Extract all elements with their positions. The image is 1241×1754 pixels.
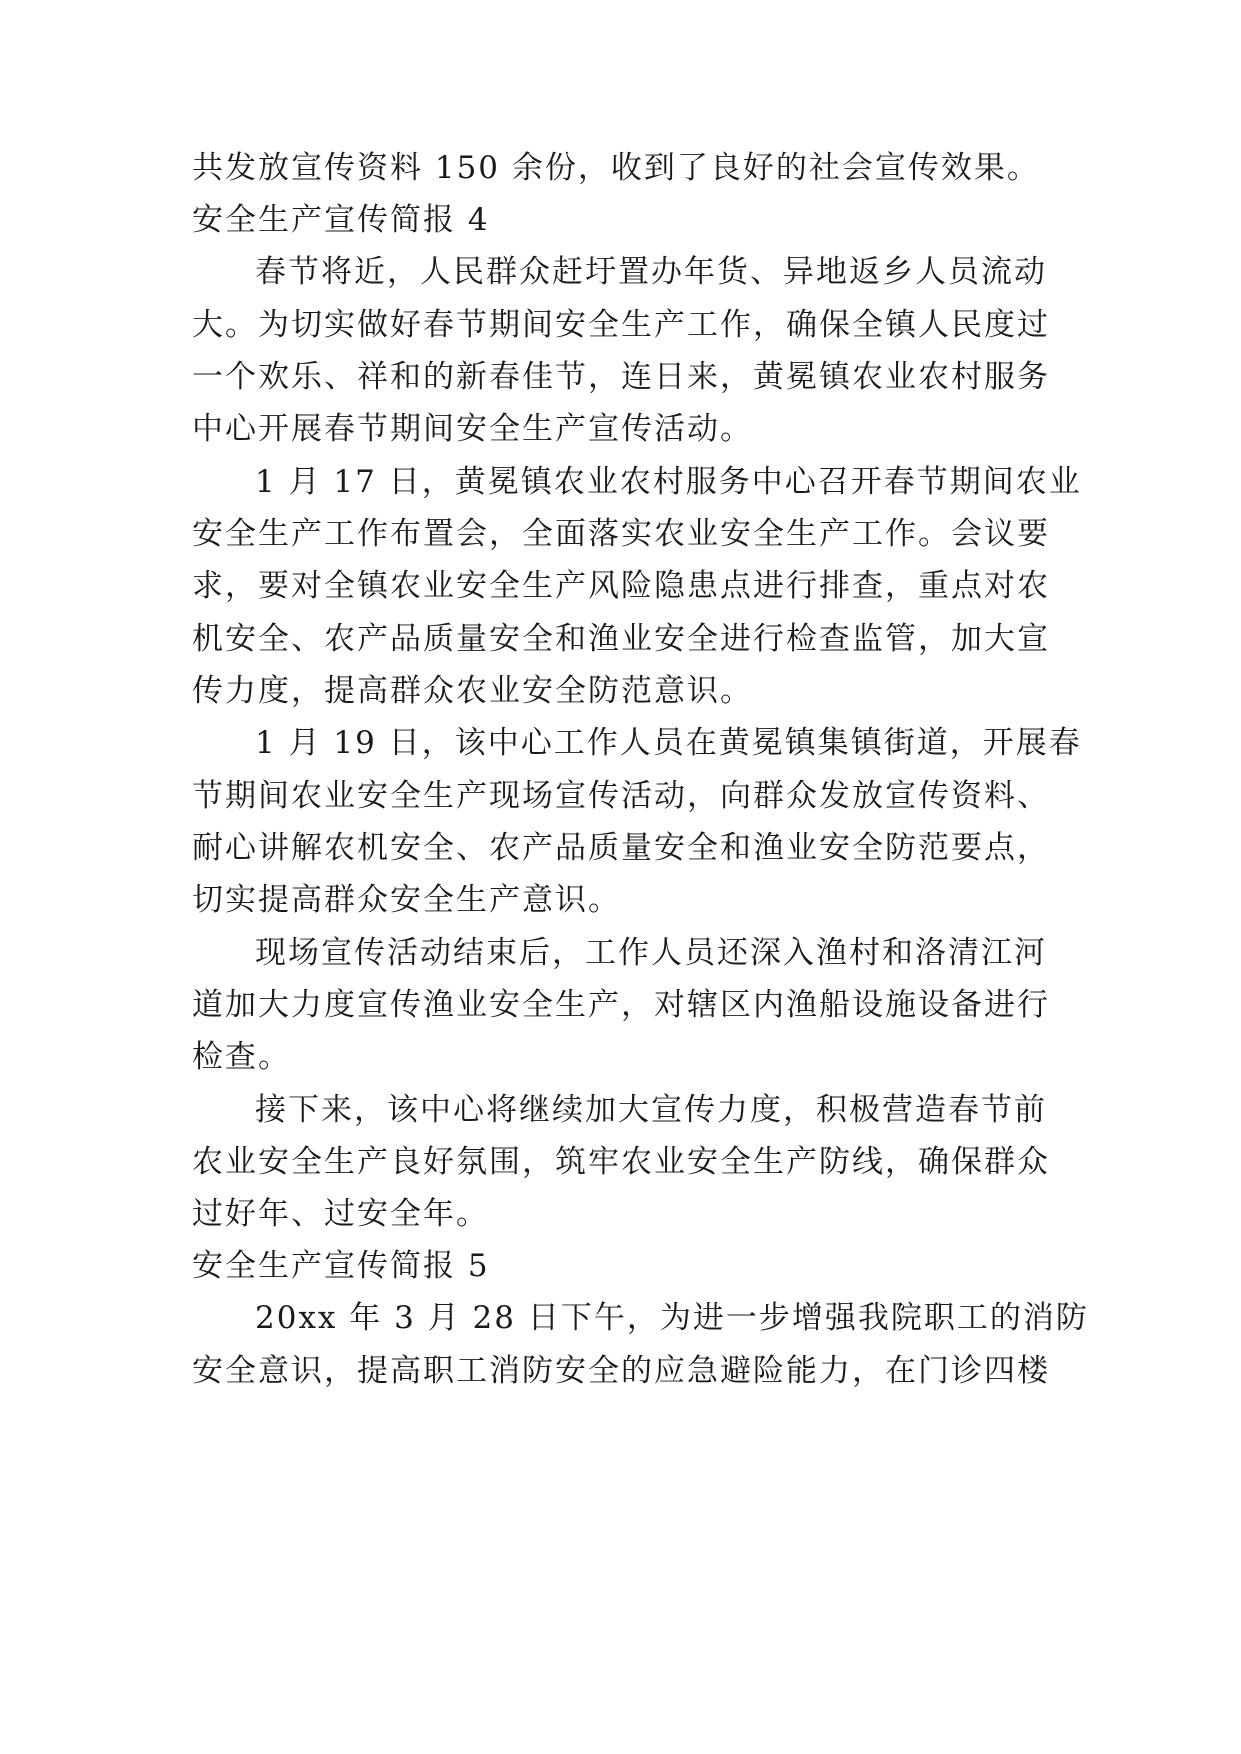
- paragraph-line: 大。为切实做好春节期间安全生产工作，确保全镇人民度过: [192, 307, 1050, 343]
- paragraph-line: 1 月 17 日，黄冕镇农业农村服务中心召开春节期间农业: [255, 464, 1082, 500]
- paragraph-line: 道加大力度宣传渔业安全生产，对辖区内渔船设施设备进行: [192, 987, 1050, 1023]
- section-heading: 安全生产宣传简报 5: [192, 1248, 490, 1284]
- paragraph-line: 现场宣传活动结束后，工作人员还深入渔村和洛清江河: [255, 935, 1047, 971]
- paragraph-line: 切实提高群众安全生产意识。: [192, 882, 621, 918]
- paragraph-line: 耐心讲解农机安全、农产品质量安全和渔业安全防范要点，: [192, 830, 1050, 866]
- paragraph-line: 检查。: [192, 1039, 291, 1075]
- paragraph-line: 共发放宣传资料 150 余份，收到了良好的社会宣传效果。: [192, 150, 1040, 186]
- paragraph-line: 接下来，该中心将继续加大宣传力度，积极营造春节前: [255, 1092, 1047, 1128]
- paragraph-line: 农业安全生产良好氛围，筑牢农业安全生产防线，确保群众: [192, 1144, 1050, 1180]
- paragraph-line: 中心开展春节期间安全生产宣传活动。: [192, 411, 753, 447]
- paragraph-line: 安全意识，提高职工消防安全的应急避险能力，在门诊四楼: [192, 1353, 1050, 1389]
- paragraph-line: 传力度，提高群众农业安全防范意识。: [192, 673, 753, 709]
- paragraph-line: 安全生产工作布置会，全面落实农业安全生产工作。会议要: [192, 516, 1050, 552]
- paragraph-line: 20xx 年 3 月 28 日下午，为进一步增强我院职工的消防: [255, 1300, 1089, 1336]
- paragraph-line: 一个欢乐、祥和的新春佳节，连日来，黄冕镇农业农村服务: [192, 359, 1050, 395]
- paragraph-line: 1 月 19 日，该中心工作人员在黄冕镇集镇街道，开展春: [255, 725, 1082, 761]
- paragraph-line: 机安全、农产品质量安全和渔业安全进行检查监管，加大宣: [192, 621, 1050, 657]
- section-heading: 安全生产宣传简报 4: [192, 202, 490, 238]
- paragraph-line: 春节将近，人民群众赶圩置办年货、异地返乡人员流动: [255, 254, 1047, 290]
- paragraph-line: 节期间农业安全生产现场宣传活动，向群众发放宣传资料、: [192, 778, 1050, 814]
- paragraph-line: 求，要对全镇农业安全生产风险隐患点进行排查，重点对农: [192, 568, 1050, 604]
- paragraph-line: 过好年、过安全年。: [192, 1196, 489, 1232]
